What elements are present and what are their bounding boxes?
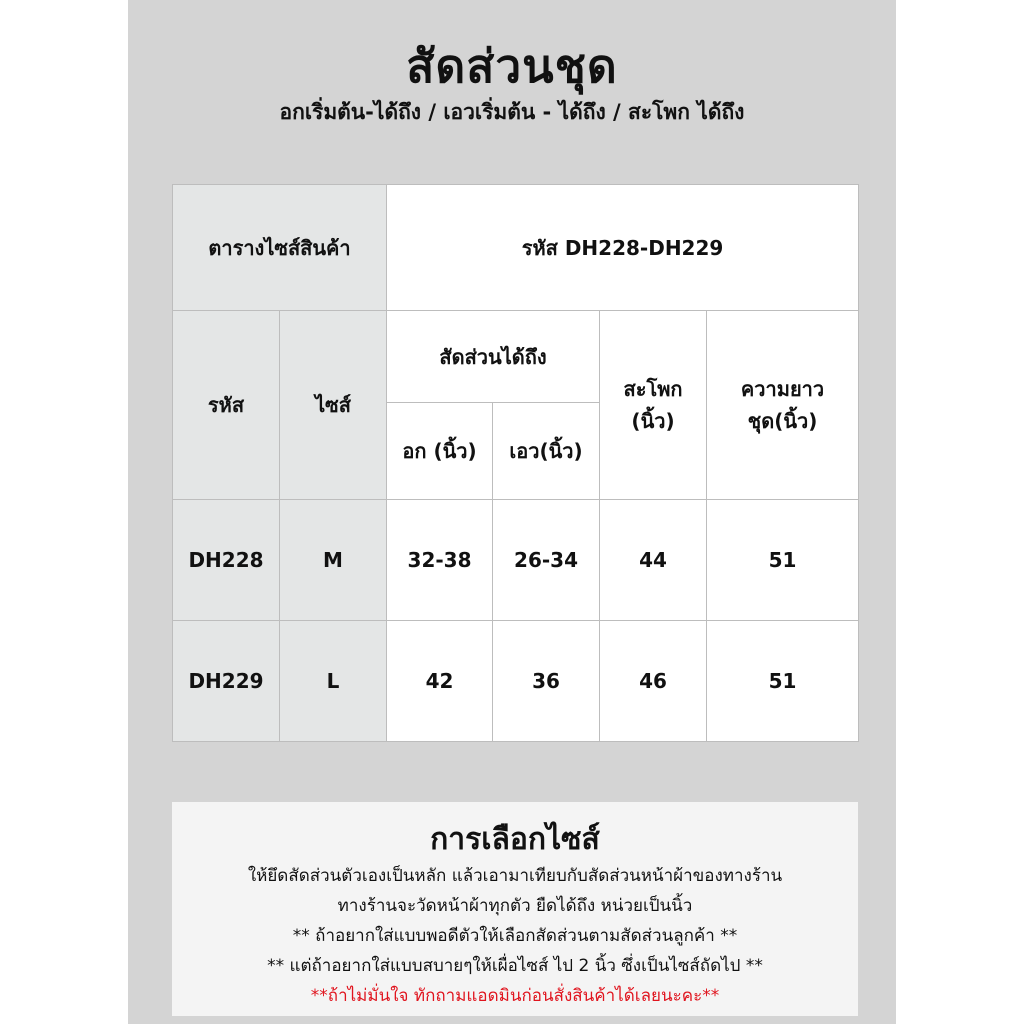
column-code: รหัส [173, 311, 280, 499]
row-size: M [280, 499, 387, 620]
column-group-measurements: สัดส่วนได้ถึง [387, 311, 600, 403]
column-chest: อก (นิ้ว) [387, 403, 493, 499]
page-title: สัดส่วนชุด [406, 39, 618, 93]
row-chest: 42 [387, 620, 493, 741]
row-code: DH229 [173, 620, 280, 741]
row-waist: 36 [493, 620, 600, 741]
row-size: L [280, 620, 387, 741]
column-size: ไซส์ [280, 311, 387, 499]
size-guide-title: การเลือกไซส์ [430, 822, 600, 857]
row-chest: 32-38 [387, 499, 493, 620]
column-length: ความยาวชุด(นิ้ว) [707, 311, 859, 499]
row-length: 51 [707, 620, 859, 741]
size-table [172, 184, 859, 742]
size-chart-panel [128, 0, 896, 1024]
row-code: DH228 [173, 499, 280, 620]
size-guide-line: ** ถ้าอยากใส่แบบพอดีตัวให้เลือกสัดส่วนตามสัดส่วนลูกค้า ** [292, 926, 738, 946]
table-header-code: รหัส DH228-DH229 [387, 185, 859, 311]
size-guide-warning: **ถ้าไม่มั่นใจ ทักถามแอดมินก่อนสั่งสินค้าได้เลยนะคะ** [310, 986, 720, 1006]
column-hip: สะโพก (นิ้ว) [600, 311, 707, 499]
table-header-label: ตารางไซส์สินค้า [173, 185, 387, 311]
size-guide-box [172, 802, 858, 1016]
table-row [173, 499, 859, 620]
row-hip: 46 [600, 620, 707, 741]
column-waist: เอว(นิ้ว) [493, 403, 600, 499]
table-row [173, 620, 859, 741]
row-length: 51 [707, 499, 859, 620]
size-guide-line: ** แต่ถ้าอยากใส่แบบสบายๆให้เผื่อไซส์ ไป 2 นิ้ว ซึ่งเป็นไซส์ถัดไป ** [267, 956, 763, 976]
page-subtitle: อกเริ่มต้น-ได้ถึง / เอวเริ่มต้น - ได้ถึง / สะโพก ได้ถึง [279, 100, 745, 124]
row-waist: 26-34 [493, 499, 600, 620]
row-hip: 44 [600, 499, 707, 620]
size-guide-line: ทางร้านจะวัดหน้าผ้าทุกตัว ยืดได้ถึง หน่วยเป็นนิ้ว [337, 896, 693, 916]
size-guide-line: ให้ยึดสัดส่วนตัวเองเป็นหลัก แล้วเอามาเทียบกับสัดส่วนหน้าผ้าของทางร้าน [247, 866, 783, 886]
